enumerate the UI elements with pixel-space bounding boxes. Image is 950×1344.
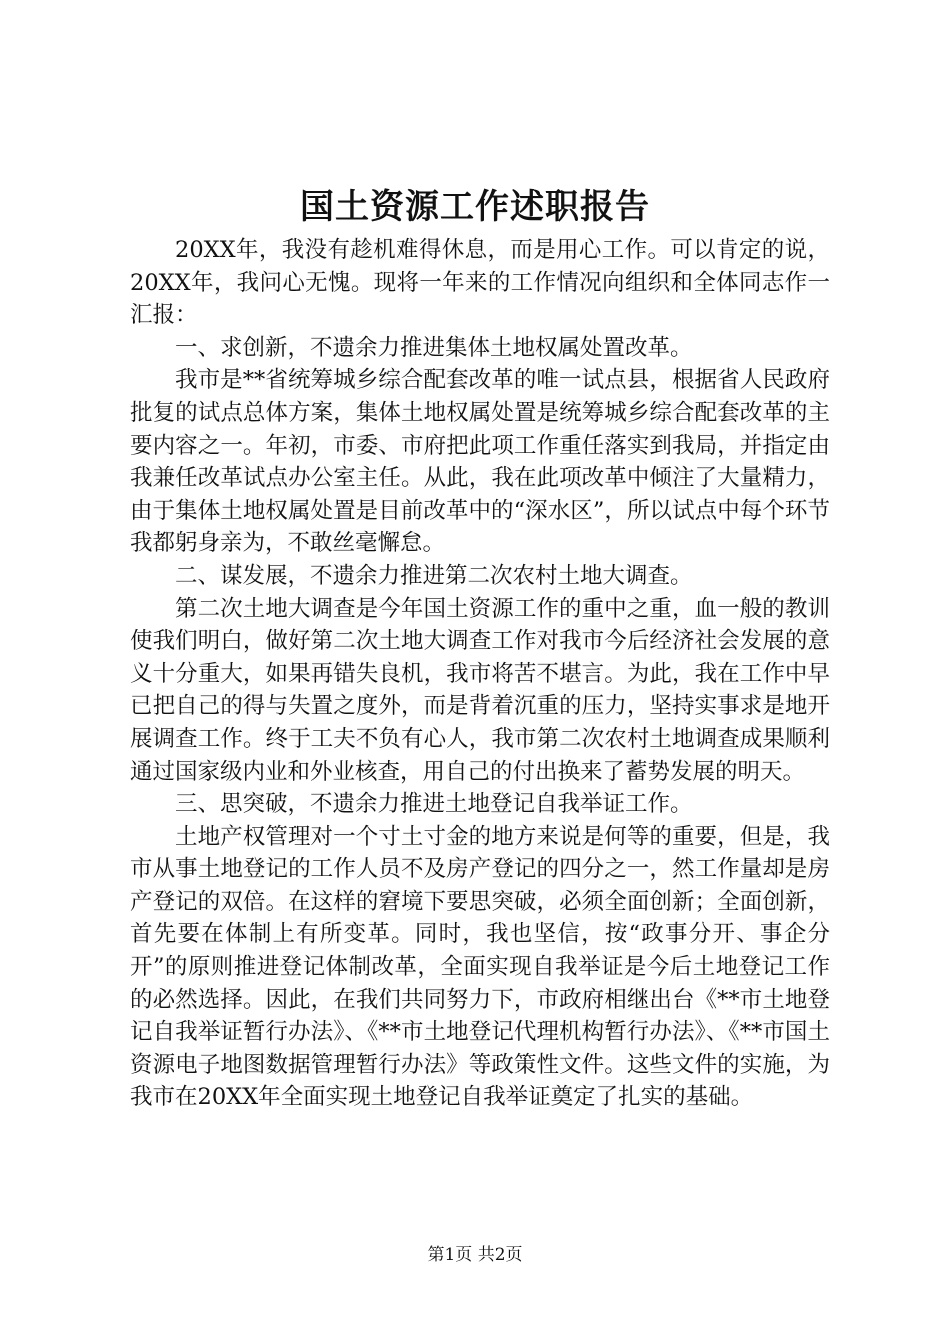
section-heading-2: 二、谋发展，不遗余力推进第二次农村土地大调查。 (175, 562, 693, 589)
intro-paragraph: 20XX年，我没有趁机难得休息，而是用心工作。可以肯定的说，20XX年，我问心无愧。现将一年来的工作情况向组织和全体同志作一汇报： (130, 237, 830, 329)
section-paragraph-1: 我市是**省统筹城乡综合配套改革的唯一试点县，根据省人民政府批复的试点总体方案，集体土地权属处置是统筹城乡综合配套改革的主要内容之一。年初，市委、市府把此项工作重任落实到我局，并指定由我兼任改革试点办公室主任。从此，我在此项改革中倾注了大量精力，由于集体土地权属处置是目前改革中的“深水区”，所以试点中每个环节我都躬身亲为，不敢丝毫懈怠。 (130, 367, 830, 557)
section-paragraph-3: 土地产权管理对一个寸土寸金的地方来说是何等的重要，但是，我市从事土地登记的工作人员不及房产登记的四分之一，然工作量却是房产登记的双倍。在这样的窘境下要思突破，必须全面创新；全面创新，首先要在体制上有所变革。同时，我也坚信，按“政事分开、事企分开”的原则推进登记体制改革，全面实现自我举证是今后土地登记工作的必然选择。因此，在我们共同努力下，市政府相继出台《**市土地登记自我举证暂行办法》、《**市土地登记代理机构暂行办法》、《**市国土资源电子地图数据管理暂行办法》等政策性文件。这些文件的实施，为我市在20XX年全面实现土地登记自我举证奠定了扎实的基础。 (130, 823, 830, 1111)
document-body (130, 234, 830, 1114)
section-paragraph-2: 第二次土地大调查是今年国土资源工作的重中之重，血一般的教训使我们明白，做好第二次土地大调查工作对我市今后经济社会发展的意义十分重大，如果再错失良机，我市将苦不堪言。为此，我在工作中早已把自己的得与失置之度外，而是背着沉重的压力，坚持实事求是地开展调查工作。终于工夫不负有心人，我市第二次农村土地调查成果顺利通过国家级内业和外业核查，用自己的付出换来了蓄势发展的明天。 (130, 595, 830, 785)
section-heading-3: 三、思突破，不遗余力推进土地登记自我举证工作。 (175, 791, 693, 818)
page-number-footer: 第1页 共2页 (427, 1245, 523, 1265)
section-heading-1: 一、求创新，不遗余力推进集体土地权属处置改革。 (175, 334, 693, 361)
document-title: 国土资源工作述职报告 (300, 187, 650, 227)
